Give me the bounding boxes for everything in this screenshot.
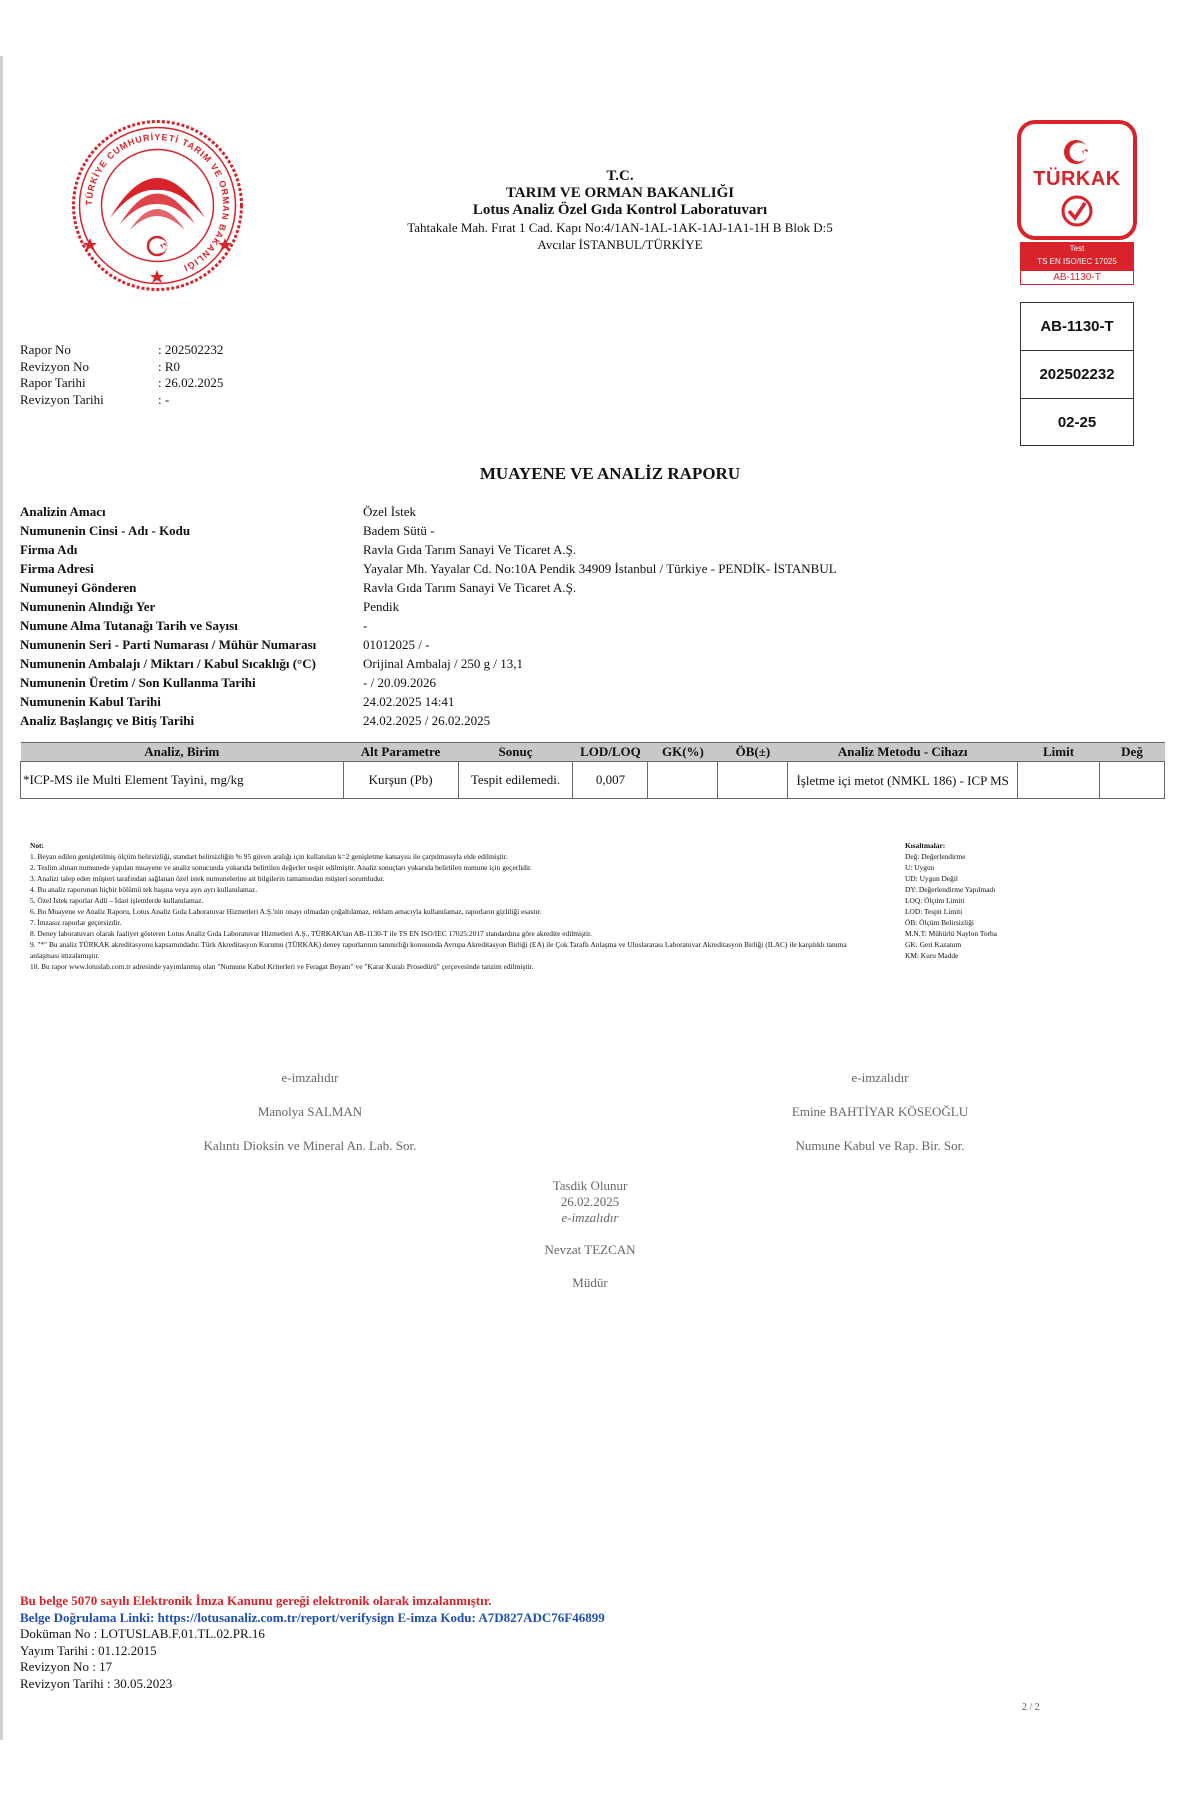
table-row [21,762,1165,799]
approval-text: Tasdik Olunur [552,1178,628,1193]
meta-row: Rapor Tarihi : 26.02.2025 [20,375,224,390]
turkak-accreditation-logo [1017,120,1137,283]
abbr-item: UD: Uygun Değil [905,874,958,883]
abbr-item: U: Uygun [905,863,935,872]
document-footer [20,1593,605,1692]
turkak-code: AB-1130-T [1020,270,1134,285]
abbreviations-section [905,840,1105,961]
note-item: 8. Deney laboratuvarı olarak faaliyet gösteren Lotus Analiz Gıda Laboratuvar Hizmetleri A.Ş., TÜRKAK'tan AB-1130-T ile TS EN ISO/IEC 17025:2017 standardına göre akredite edilmiştir. [30,929,592,938]
col-parameter: Alt Parametre [343,743,458,762]
revision-no: Revizyon No : 17 [20,1659,113,1674]
ministry-seal-logo [70,118,245,293]
report-id-box [1020,302,1134,446]
abbr-item: GK: Geri Kazanım [905,940,962,949]
sig-name: Nevzat TEZCAN [544,1242,636,1257]
note-item: 9. "*" Bu analiz TÜRKAK akreditasyonu kapsamındadır. Türk Akreditasyon Kurumu (TÜRKAK) deney raporlarının tanınırlığı konusunda Avrupa Akreditasyon Birliği (EA) ile Çok Taraflı Anlaşma ve Uluslararası Laboratuvar Akreditasyon Birliği (ILAC) ile karşılıklı tanıma anlaşması imzalamıştır. [30,940,847,960]
signature-center [460,1178,720,1291]
field-row: Numune Alma Tutanağı Tarih ve Sayısı - [20,618,368,633]
field-row: Numuneyi Gönderen Ravla Gıda Tarım Sanayi Ve Ticaret A.Ş. [20,580,577,595]
header-city: Avcılar İSTANBUL/TÜRKİYE [537,237,703,252]
field-row: Numunenin Kabul Tarihi 24.02.2025 14:41 [20,694,455,709]
sig-status: e-imzalıdır [561,1210,619,1225]
field-row: Analizin Amacı Özel İstek [20,504,417,519]
notes-title: Not: [30,841,44,850]
page-left-edge [0,56,3,1740]
turkak-wordmark: TÜRKAK [1033,168,1121,190]
sig-name: Manolya SALMAN [257,1104,363,1119]
cell-result: Tespit edilemedi. [458,762,573,799]
cell-lod: 0,007 [573,762,648,799]
col-method: Analiz Metodu - Cihazı [788,743,1018,762]
cell-deg [1100,762,1165,799]
note-item: 3. Analizi talep eden müşteri tarafından sağlanan özel istek numunelerine ait bilgilerin tamamından müşteri sorumludur. [30,874,385,883]
crescent-star-icon [1061,136,1093,168]
note-item: 10. Bu rapor www.lotuslab.com.tr adresinde yayımlanmış olan "Numune Kabul Kriterleri ve Feragat Beyanı" ve "Karar Kuralı Prosedürü" çerçevesinde tanzim edilmiştir. [30,962,534,971]
col-lod: LOD/LOQ [573,743,648,762]
field-row: Numunenin Cinsi - Adı - Kodu Badem Sütü - [20,523,435,538]
cell-gk [648,762,718,799]
cell-method: İşletme içi metot (NMKL 186) - ICP MS [788,762,1018,799]
field-row: Numunenin Seri - Parti Numarası / Mühür Numarası 01012025 / - [20,637,430,652]
meta-row: Rapor No : 202502232 [20,342,224,357]
sig-role: Numune Kabul ve Rap. Bir. Sor. [795,1138,965,1153]
abbr-item: DY: Değerlendirme Yapılmadı [905,885,996,894]
abbr-item: Değ: Değerlendirme [905,852,966,861]
doc-no: Doküman No : LOTUSLAB.F.01.TL.02.PR.16 [20,1626,265,1641]
header-lab-name: Lotus Analiz Özel Gıda Kontrol Laboratuvarı [472,202,768,218]
col-ob: ÖB(±) [718,743,788,762]
institution-header [360,168,880,253]
esign-notice: Bu belge 5070 sayılı Elektronik İmza Kanunu gereği elektronik olarak imzalanmıştır. [20,1593,492,1608]
field-row: Firma Adı Ravla Gıda Tarım Sanayi Ve Ticaret A.Ş. [20,542,577,557]
field-row: Numunenin Alındığı Yer Pendik [20,599,400,614]
report-title: MUAYENE VE ANALİZ RAPORU [479,464,741,483]
turkak-test-label: Test TS EN ISO/IEC 17025 [1020,242,1134,270]
cell-analysis: *ICP-MS ile Multi Element Tayini, mg/kg [21,762,344,799]
results-table [20,742,1165,799]
signature-left [160,1070,460,1154]
abbr-item: ÖB: Ölçüm Belirsizliği [905,918,974,927]
col-deg: Değ [1100,743,1165,762]
abbr-item: M.N.T: Mühürlü Naylon Torba [905,929,997,938]
field-row: Numunenin Üretim / Son Kullanma Tarihi - / 20.09.2026 [20,675,436,690]
notes-section [30,840,860,972]
note-item: 5. Özel İstek raporlar Adli – İdari işlemlerde kullanılamaz. [30,896,204,905]
col-gk: GK(%) [648,743,718,762]
abbr-item: LOD: Tespit Limiti [905,907,963,916]
sample-fields [20,502,837,730]
sig-role: Müdür [572,1275,608,1290]
sig-name: Emine BAHTİYAR KÖSEOĞLU [791,1104,969,1119]
meta-row: Revizyon Tarihi : - [20,391,170,407]
page-number: 2 / 2 [1022,1702,1040,1713]
abbr-item: LOQ: Ölçüm Limiti [905,896,965,905]
seal-text: TÜRKİYE CUMHURİYETİ TARIM VE ORMAN BAKANLIĞI [83,131,232,274]
publish-date: Yayım Tarihi : 01.12.2015 [20,1642,157,1658]
approval-date: 26.02.2025 [560,1194,620,1209]
note-item: 1. Beyan edilen genişletilmiş ölçüm belirsizliği, standart belirsizliğin % 95 güven aralığı için kullanılan k=2 genişletme katsayısı ile çarpılmasıyla elde edilmiştir. [30,852,508,861]
header-ministry: TARIM VE ORMAN BAKANLIĞI [505,185,735,201]
field-row: Analiz Başlangıç ve Bitiş Tarihi 24.02.2025 / 26.02.2025 [20,713,491,728]
sig-role: Kalıntı Dioksin ve Mineral An. Lab. Sor. [203,1138,417,1153]
signature-right [730,1070,1030,1154]
col-analysis: Analiz, Birim [21,743,344,762]
check-circle-icon [1060,194,1094,228]
cell-ob [718,762,788,799]
field-row: Numunenin Ambalajı / Miktarı / Kabul Sıcaklığı (°C) Orijinal Ambalaj / 250 g / 13,1 [20,656,523,671]
id-box-accreditation: AB-1130-T [1021,303,1133,351]
abbr-item: KM: Kuru Madde [905,951,959,960]
sig-status: e-imzalıdır [851,1070,909,1085]
meta-row: Revizyon No : R0 [20,358,181,374]
field-row: Firma Adresi Yayalar Mh. Yayalar Cd. No:10A Pendik 34909 İstanbul / Türkiye - PENDİK- İSTANBUL [20,561,837,576]
revision-date: Revizyon Tarihi : 30.05.2023 [20,1675,173,1691]
id-box-date: 02-25 [1057,414,1097,431]
cell-parameter: Kurşun (Pb) [343,762,458,799]
note-item: 6. Bu Muayene ve Analiz Raporu, Lotus Analiz Gıda Laboratuvar Hizmetleri A.Ş.'nin onayı olmadan çoğaltılamaz, reklam amacıyla kullanılamaz, raporların gizliliği esastır. [30,907,542,916]
report-meta [20,342,223,408]
abbr-title: Kısaltmalar: [905,841,946,850]
note-item: 4. Bu analiz raporunun hiçbir bölümü tek başına veya ayrı ayrı kullanılamaz. [30,885,258,894]
table-header-row [21,743,1165,762]
sig-status: e-imzalıdır [281,1070,339,1085]
col-result: Sonuç [458,743,573,762]
cell-limit [1018,762,1100,799]
col-limit: Limit [1018,743,1100,762]
header-tc: T.C. [606,168,634,184]
id-box-report-no: 202502232 [1021,351,1133,399]
header-address: Tahtakale Mah. Fırat 1 Cad. Kapı No:4/1AN-1AL-1AK-1AJ-1A1-1H B Blok D:5 [407,220,833,235]
verify-link[interactable]: Belge Doğrulama Linki: https://lotusanaliz.com.tr/report/verifysign E-imza Kodu: A7D827ADC76F46899 [20,1609,605,1625]
note-item: 7. İmzasız raporlar geçersizdir. [30,918,122,927]
note-item: 2. Teslim alınan numunede yapılan muayene ve analiz sonucunda yukarıda belirtilen değerler tespit edilmiştir. Analiz sonuçları yukarıda belirtilen numune için geçerlidir. [30,863,532,872]
